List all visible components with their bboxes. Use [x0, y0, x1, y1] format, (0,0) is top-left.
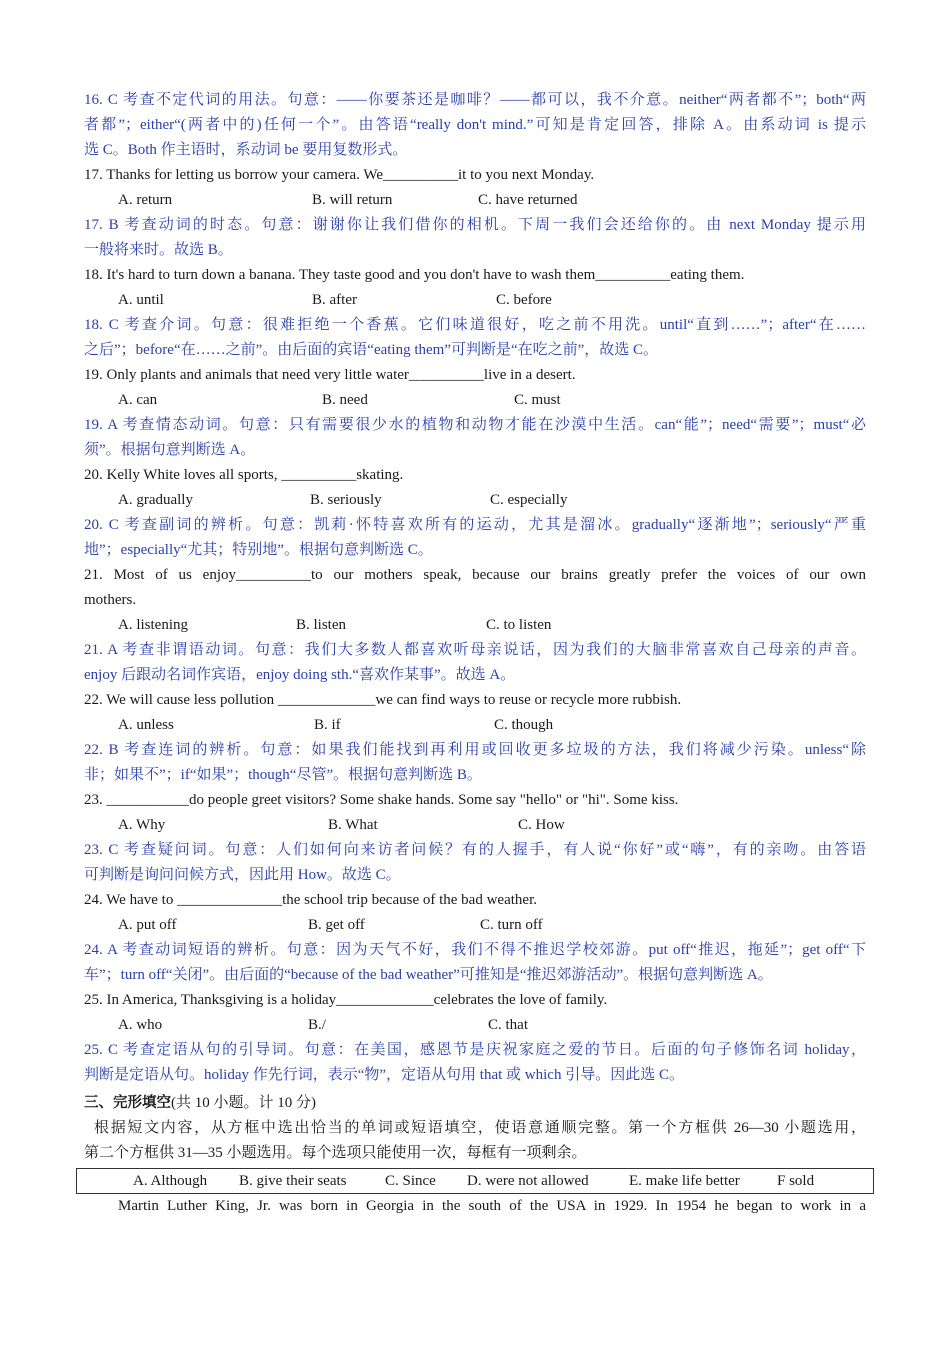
q22-option-b: B. if [314, 717, 341, 733]
q21-option-a: A. listening [118, 617, 188, 633]
q18-answer-line-2: 之后”；before“在……之前”。由后面的宾语“eating them”可判断是“在吃之前”，故选 C。 [84, 342, 659, 358]
q21-answer-line-2: enjoy 后跟动名词作宾语，enjoy doing sth.“喜欢作某事”。故选 A。 [84, 667, 516, 683]
q20-option-c: C. especially [490, 492, 568, 508]
box-option-e: E. make life better [629, 1173, 740, 1189]
section-3-note: (共 10 小题。计 10 分) [171, 1095, 316, 1111]
q17-options [84, 188, 866, 213]
q21-answer-line-1: 21. A 考查非谓语动词。句意：我们大多数人都喜欢听母亲说话，因为我们的大脑非常喜欢自己母亲的声音。 [84, 642, 866, 658]
q18-answer-line-1: 18. C 考查介词。句意：很难拒绝一个香蕉。它们味道很好，吃之前不用洗。until“直到……”；after“在…… [84, 317, 866, 333]
q23-option-a: A. Why [118, 817, 166, 833]
q25-option-a: A. who [118, 1017, 163, 1033]
q20-options [84, 488, 866, 513]
q25-answer-line-2: 判断是定语从句。holiday 作先行词，表示“物”，定语从句用 that 或 which 引导。因此选 C。 [84, 1067, 684, 1083]
q16-answer-line-2: 者都”；either“(两者中的)任何一个”。由答语“really don't mind.”可知是肯定回答，排除 A。由系动词 is 提示 [84, 117, 866, 133]
q18-option-b: B. after [312, 292, 357, 308]
box-option-c: C. Since [385, 1173, 436, 1189]
q17-option-c: C. have returned [478, 192, 578, 208]
q24-answer-line-2: 车”；turn off“关闭”。由后面的“because of the bad weather”可推知是“推迟郊游活动”。根据句意判断选 A。 [84, 967, 773, 983]
q23-option-b: B. What [328, 817, 378, 833]
q24-answer-line-1: 24. A 考查动词短语的辨析。句意：因为天气不好，我们不得不推迟学校郊游。put off“推迟，拖延”；get off“下 [84, 942, 866, 958]
q23-option-c: C. How [518, 817, 565, 833]
q22-options [84, 713, 866, 738]
box-option-a: A. Although [133, 1173, 208, 1189]
q19-option-b: B. need [322, 392, 368, 408]
q24-option-b: B. get off [308, 917, 365, 933]
q23-question: 23. ___________do people greet visitors? Some shake hands. Some say "hello" or "hi". Some kiss. [84, 792, 679, 808]
section-3-instruction-line-2: 第二个方框供 31—35 小题选用。每个选项只能使用一次，每框有一项剩余。 [84, 1145, 587, 1161]
q23-answer-line-1: 23. C 考查疑问词。句意：人们如何向来访者问候？有的人握手，有人说“你好”或“嗨”，有的亲吻。由答语 [84, 842, 866, 858]
q24-options [84, 913, 866, 938]
q24-option-a: A. put off [118, 917, 177, 933]
q17-question: 17. Thanks for letting us borrow your camera. We__________it to you next Monday. [84, 167, 595, 183]
section-3-title: 三、完形填空 [84, 1095, 171, 1111]
q19-options [84, 388, 866, 413]
q16-answer-line-1: 16. C 考查不定代词的用法。句意：——你要茶还是咖啡？——都可以，我不介意。neither“两者都不”；both“两 [84, 92, 866, 108]
section-3-heading [84, 1091, 866, 1116]
q17-answer-line-2: 一般将来时。故选 B。 [84, 242, 233, 258]
q20-question: 20. Kelly White loves all sports, __________skating. [84, 467, 404, 483]
q21-options [84, 613, 866, 638]
q22-answer-line-2: 非；如果不”；if“如果”；though“尽管”。根据句意判断选 B。 [84, 767, 482, 783]
word-box [76, 1168, 874, 1194]
box-option-f: F sold [777, 1173, 815, 1189]
q19-answer-line-1: 19. A 考查情态动词。句意：只有需要很少水的植物和动物才能在沙漠中生活。can“能”；need“需要”；must“必 [84, 417, 866, 433]
q21-option-c: C. to listen [486, 617, 552, 633]
q17-option-a: A. return [118, 192, 173, 208]
q22-answer-line-1: 22. B 考查连词的辨析。句意：如果我们能找到再利用或回收更多垃圾的方法，我们将减少污染。unless“除 [84, 742, 866, 758]
section-3-instruction-line-1: 根据短文内容，从方框中选出恰当的单词或短语填空，使语意通顺完整。第一个方框供 26—30 小题选用， [94, 1120, 866, 1136]
q24-question: 24. We have to ______________the school trip because of the bad weather. [84, 892, 537, 908]
q20-answer-line-1: 20. C 考查副词的辨析。句意：凯莉·怀特喜欢所有的运动，尤其是溜冰。gradually“逐渐地”；seriously“严重 [84, 517, 866, 533]
q25-options [84, 1013, 866, 1038]
passage-line-1: Martin Luther King, Jr. was born in Georgia in the south of the USA in 1929. In 1954 he began to work in a [118, 1198, 866, 1214]
q18-options [84, 288, 866, 313]
q19-option-c: C. must [514, 392, 561, 408]
q25-question: 25. In America, Thanksgiving is a holiday_____________celebrates the love of family. [84, 992, 608, 1008]
q22-option-a: A. unless [118, 717, 174, 733]
q20-option-b: B. seriously [310, 492, 382, 508]
exam-page [84, 88, 866, 1219]
q17-answer-line-1: 17. B 考查动词的时态。句意：谢谢你让我们借你的相机。下周一我们会还给你的。由 next Monday 提示用 [84, 217, 866, 233]
q17-option-b: B. will return [312, 192, 393, 208]
q21-question-line-1: 21. Most of us enjoy__________to our mothers speak, because our brains greatly prefer the voices of our own [84, 567, 866, 583]
q18-option-a: A. until [118, 292, 164, 308]
q25-option-b: B./ [308, 1017, 326, 1033]
q20-option-a: A. gradually [118, 492, 193, 508]
q18-option-c: C. before [496, 292, 552, 308]
q22-option-c: C. though [494, 717, 554, 733]
q23-answer-line-2: 可判断是询问问候方式，因此用 How。故选 C。 [84, 867, 401, 883]
q16-answer-line-3: 选 C。Both 作主语时，系动词 be 要用复数形式。 [84, 142, 408, 158]
q24-option-c: C. turn off [480, 917, 543, 933]
q22-question: 22. We will cause less pollution _____________we can find ways to reuse or recycle more rubbish. [84, 692, 682, 708]
q25-option-c: C. that [488, 1017, 528, 1033]
q19-option-a: A. can [118, 392, 158, 408]
q25-answer-line-1: 25. C 考查定语从句的引导词。句意：在美国，感恩节是庆祝家庭之爱的节日。后面的句子修饰名词 holiday， [84, 1042, 866, 1058]
q21-option-b: B. listen [296, 617, 347, 633]
q18-question: 18. It's hard to turn down a banana. They taste good and you don't have to wash them__________eating them. [84, 267, 745, 283]
q19-answer-line-2: 须”。根据句意判断选 A。 [84, 442, 256, 458]
q23-options [84, 813, 866, 838]
q21-question-line-2: mothers. [84, 592, 137, 608]
box-option-b: B. give their seats [239, 1173, 347, 1189]
q20-answer-line-2: 地”；especially“尤其；特别地”。根据句意判断选 C。 [84, 542, 433, 558]
q19-question: 19. Only plants and animals that need very little water__________live in a desert. [84, 367, 576, 383]
box-option-d: D. were not allowed [467, 1173, 589, 1189]
